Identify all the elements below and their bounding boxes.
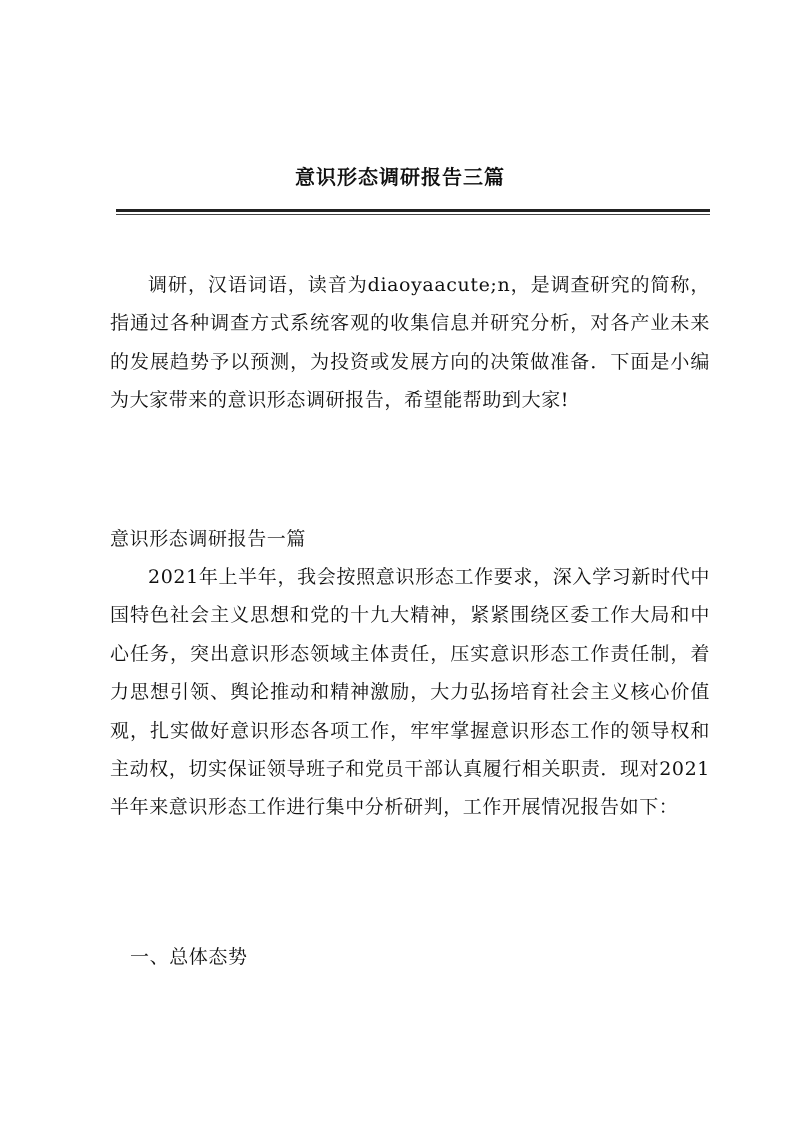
section-heading: 意识形态调研报告一篇 xyxy=(110,528,307,550)
intro-paragraph: 调研，汉语词语，读音为diaoyaacute;n，是调查研究的简称，指通过各种调查方式系统客观的收集信息并研究分析，对各产业未来的发展趋势予以预测，为投资或发展方向的决策做准备．下面是小编为大家带来的意识形态调研报告，希望能帮助到大家! xyxy=(110,274,710,412)
section-body-paragraph: 2021年上半年，我会按照意识形态工作要求，深入学习新时代中国特色社会主义思想和党的十九大精神，紧紧围绕区委工作大局和中心任务，突出意识形态领域主体责任，压实意识形态工作责任制，着力思想引领、舆论推动和精神激励，大力弘扬培育社会主义核心价值观，扎实做好意识形态各项工作，牢牢掌握意识形态工作的领导权和主动权，切实保证领导班子和党员干部认真履行相关职责．现对2021半年来意识形态工作进行集中分析研判，工作开展情况报告如下： xyxy=(110,566,710,819)
title-divider-thin xyxy=(116,214,710,215)
document-title: 意识形态调研报告三篇 xyxy=(295,165,505,189)
title-divider xyxy=(116,209,710,212)
subheading-overall-situation: 一、总体态势 xyxy=(130,946,248,968)
